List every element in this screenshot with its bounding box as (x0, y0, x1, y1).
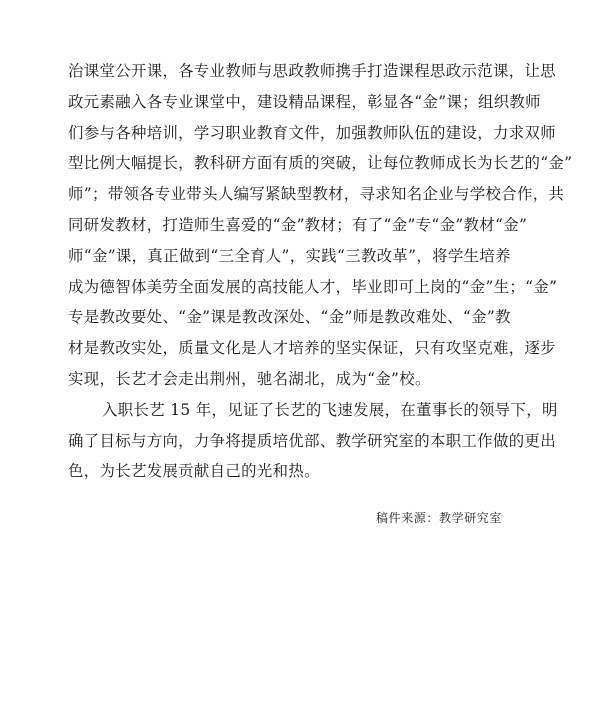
source-attribution: 稿件来源：教学研究室 (376, 511, 503, 525)
text-line: 材是教改实处，质量文化是人才培养的坚实保证，只有攻坚克难，逐步 (68, 339, 556, 358)
paragraph-2 (68, 395, 558, 487)
text-line: 专是教改要处、“金”课是教改深处、“金”师是教改难处、“金”教 (68, 308, 511, 327)
text-line: 师”；带领各专业带头人编写紧缺型教材，寻求知名企业与学校合作，共 (68, 185, 565, 204)
text-line: 实现，长艺才会走出荆州，驰名湖北，成为“金”校。 (68, 369, 431, 388)
text-line: 治课堂公开课，各专业教师与思政教师携手打造课程思政示范课，让思 (68, 62, 556, 80)
text-line: 们参与各种培训，学习职业教育文件，加强教师队伍的建设，力求双师 (68, 123, 556, 142)
text-line: 型比例大幅提长，教科研方面有质的突破，让每位教师成长为长艺的“金” (68, 154, 573, 173)
text-line: 政元素融入各专业课堂中，建设精品课程，彰显各“金”课；组织教师 (68, 92, 541, 111)
text-line: 成为德智体美劳全面发展的高技能人才，毕业即可上岗的“金”生；“金” (68, 277, 558, 296)
text-line: 师“金”课，真正做到“三全育人”，实践“三教改革”，将学生培养 (68, 246, 511, 265)
article-body (68, 56, 573, 487)
text-line: 确了目标与方向，力争将提质培优部、教学研究室的本职工作做的更出 (68, 431, 556, 450)
paragraph-1 (68, 56, 573, 395)
text-line: 同研发教材，打造师生喜爱的“金”教材；有了“金”专“金”教材“金” (68, 215, 528, 234)
text-line: 色，为长艺发展贡献自己的光和热。 (68, 462, 320, 481)
text-line: 入职长艺 15 年，见证了长艺的飞速发展，在董事长的领导下，明 (102, 400, 558, 419)
